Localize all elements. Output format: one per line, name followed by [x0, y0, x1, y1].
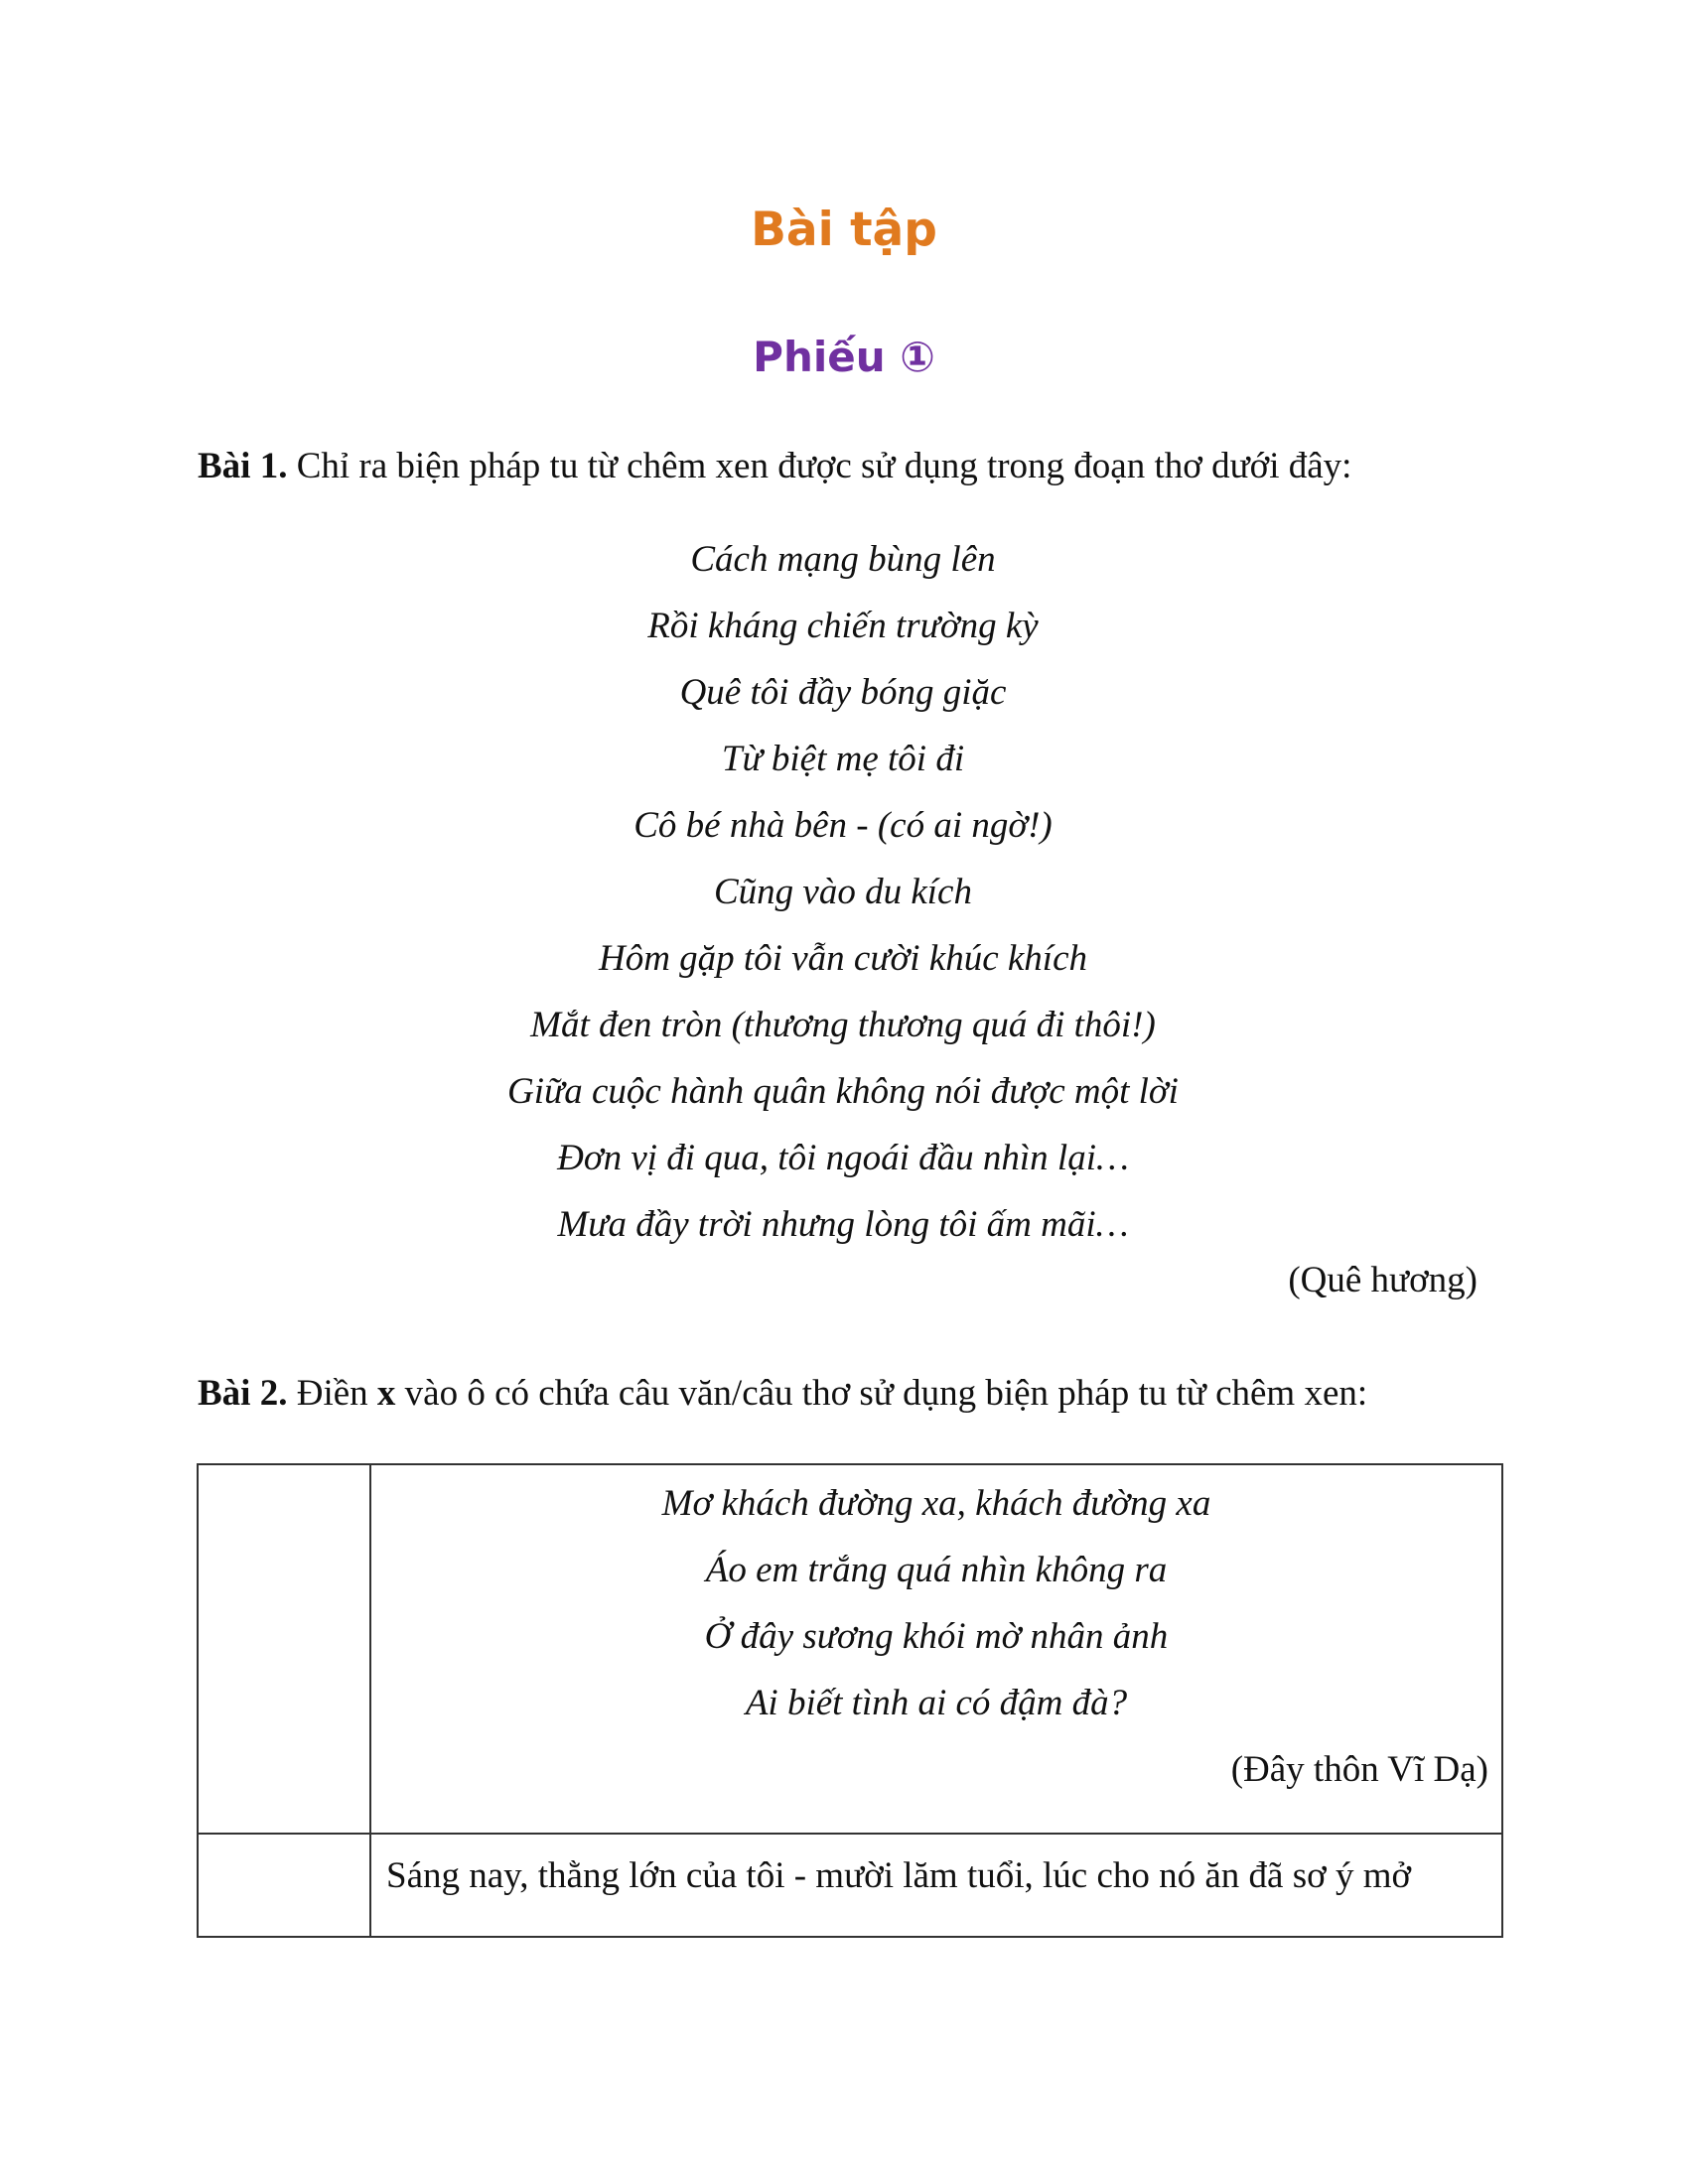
poem-line: Đơn vị đi qua, tôi ngoái đầu nhìn lại… [557, 1138, 1129, 1178]
exercise-2-mark-symbol: x [376, 1373, 396, 1414]
exercise-2-instruction-end: vào ô có chứa câu văn/câu thơ sử dụng biện pháp tu từ chêm xen: [395, 1373, 1368, 1414]
exercise-2-table [197, 1463, 1503, 1938]
poem-line: Hôm gặp tôi vẫn cười khúc khích [598, 938, 1088, 979]
table-row [198, 1834, 1502, 1937]
page-title: Bài tập [751, 203, 937, 257]
exercise-1-prompt [198, 444, 1518, 489]
row-1-poem [372, 1466, 1500, 1736]
exercise-2-prompt [198, 1371, 1518, 1417]
poem-line: Cô bé nhà bên - (có ai ngờ!) [633, 805, 1053, 846]
exercise-2-label: Bài 2. [198, 1373, 288, 1414]
exercise-1-instruction: Chỉ ra biện pháp tu từ chêm xen được sử dụng trong đoạn thơ dưới đây: [287, 446, 1352, 486]
poem-line: Từ biệt mẹ tôi đi [721, 739, 965, 779]
row-2-text: Sáng nay, thằng lớn của tôi - mười lăm tuổi, lúc cho nó ăn đã sơ ý mở [386, 1855, 1412, 1896]
poem-line: Ở đây sương khói mờ nhân ảnh [704, 1616, 1169, 1657]
poem-line: Cách mạng bùng lên [690, 539, 996, 580]
exercise-1-source: (Quê hương) [1288, 1260, 1477, 1300]
content-cell [370, 1464, 1502, 1834]
answer-checkbox-cell[interactable] [198, 1834, 370, 1937]
exercise-1-label: Bài 1. [198, 446, 288, 486]
poem-line: Ai biết tình ai có đậm đà? [745, 1683, 1128, 1723]
poem-line: Quê tôi đầy bóng giặc [679, 672, 1007, 713]
table-row [198, 1464, 1502, 1834]
poem-line: Áo em trắng quá nhìn không ra [705, 1550, 1168, 1590]
answer-checkbox-cell[interactable] [198, 1464, 370, 1834]
worksheet-subtitle: Phiếu ① [753, 333, 935, 381]
poem-line: Rồi kháng chiến trường kỳ [647, 606, 1039, 646]
content-cell [370, 1834, 1502, 1937]
poem-line: Mơ khách đường xa, khách đường xa [661, 1483, 1211, 1524]
poem-line: Mắt đen tròn (thương thương quá đi thôi!) [530, 1005, 1156, 1045]
exercise-2-instruction-start: Điền [287, 1373, 377, 1414]
poem-line: Cũng vào du kích [714, 872, 972, 912]
poem-line: Giữa cuộc hành quân không nói được một lời [507, 1071, 1179, 1112]
exercise-1-poem [198, 526, 1488, 1258]
row-1-source: (Đây thôn Vĩ Dạ) [1230, 1749, 1488, 1790]
poem-line: Mưa đầy trời nhưng lòng tôi ấm mãi… [557, 1204, 1129, 1245]
